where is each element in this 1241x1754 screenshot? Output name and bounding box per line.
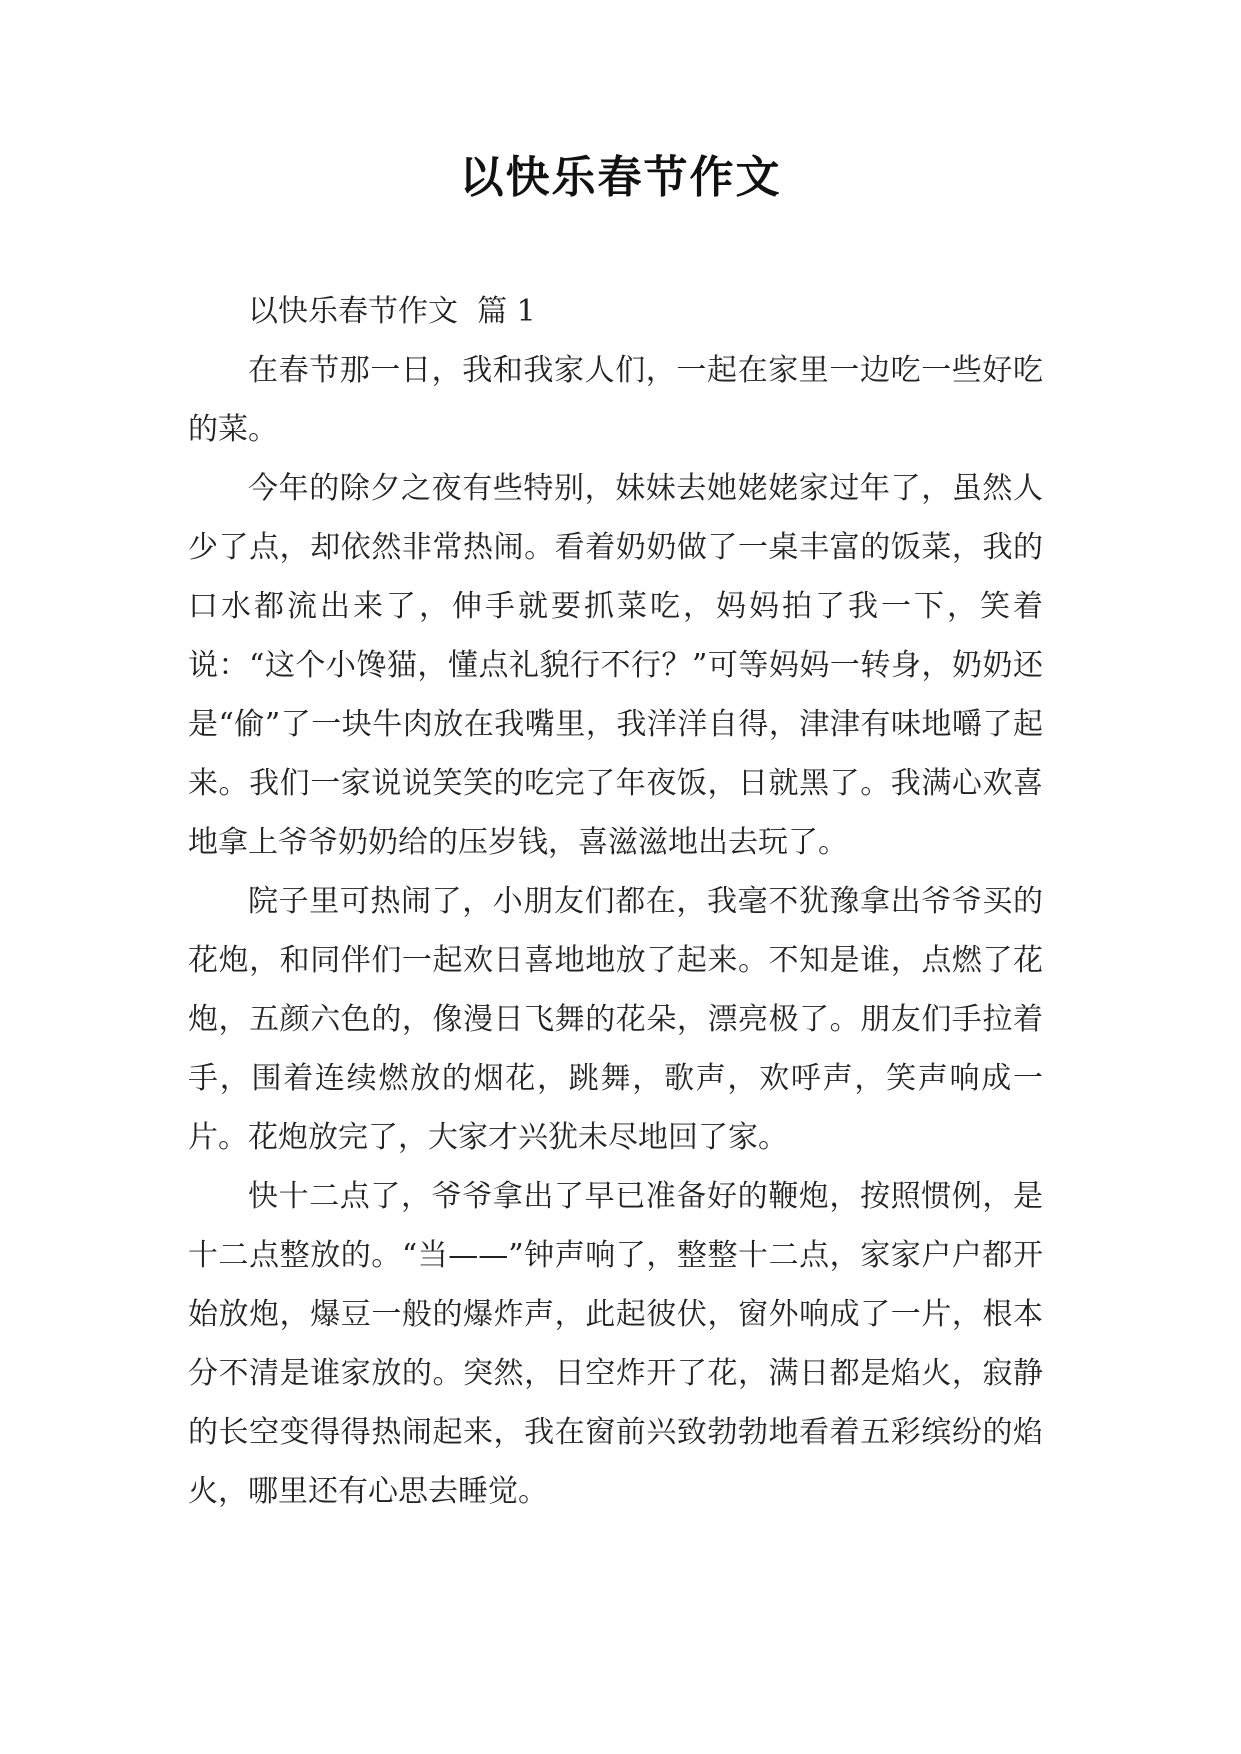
paragraph-1: 在春节那一日，我和我家人们，一起在家里一边吃一些好吃的菜。 (188, 353, 1043, 447)
paragraph-4: 快十二点了，爷爷拿出了早已准备好的鞭炮，按照惯例，是十二点整放的。“当——”钟声响了，整整十二点，家家户户都开始放炮，爆豆一般的爆炸声，此起彼伏，窗外响成了一片，根本分不清是谁家放的。突然，日空炸开了花，满日都是焰火，寂静的长空变得得热闹起来，我在窗前兴致勃勃地看着五彩缤纷的焰火，哪里还有心思去睡觉。 (188, 1179, 1043, 1509)
section-heading: 以快乐春节作文 篇 1 (248, 294, 536, 329)
document-body (188, 282, 1043, 1521)
paragraph-2: 今年的除夕之夜有些特别，妹妹去她姥姥家过年了，虽然人少了点，却依然非常热闹。看着奶奶做了一桌丰富的饭菜，我的口水都流出来了，伸手就要抓菜吃，妈妈拍了我一下，笑着说：“这个小馋猫，懂点礼貌行不行？”可等妈妈一转身，奶奶还是“偷”了一块牛肉放在我嘴里，我洋洋自得，津津有味地嚼了起来。我们一家说说笑笑的吃完了年夜饭，日就黑了。我满心欢喜地拿上爷爷奶奶给的压岁钱，喜滋滋地出去玩了。 (188, 471, 1043, 860)
paragraph-3: 院子里可热闹了，小朋友们都在，我毫不犹豫拿出爷爷买的花炮，和同伴们一起欢日喜地地放了起来。不知是谁，点燃了花炮，五颜六色的，像漫日飞舞的花朵，漂亮极了。朋友们手拉着手，围着连续燃放的烟花，跳舞，歌声，欢呼声，笑声响成一片。花炮放完了，大家才兴犹未尽地回了家。 (188, 884, 1043, 1155)
document-title: 以快乐春节作文 (459, 152, 782, 203)
